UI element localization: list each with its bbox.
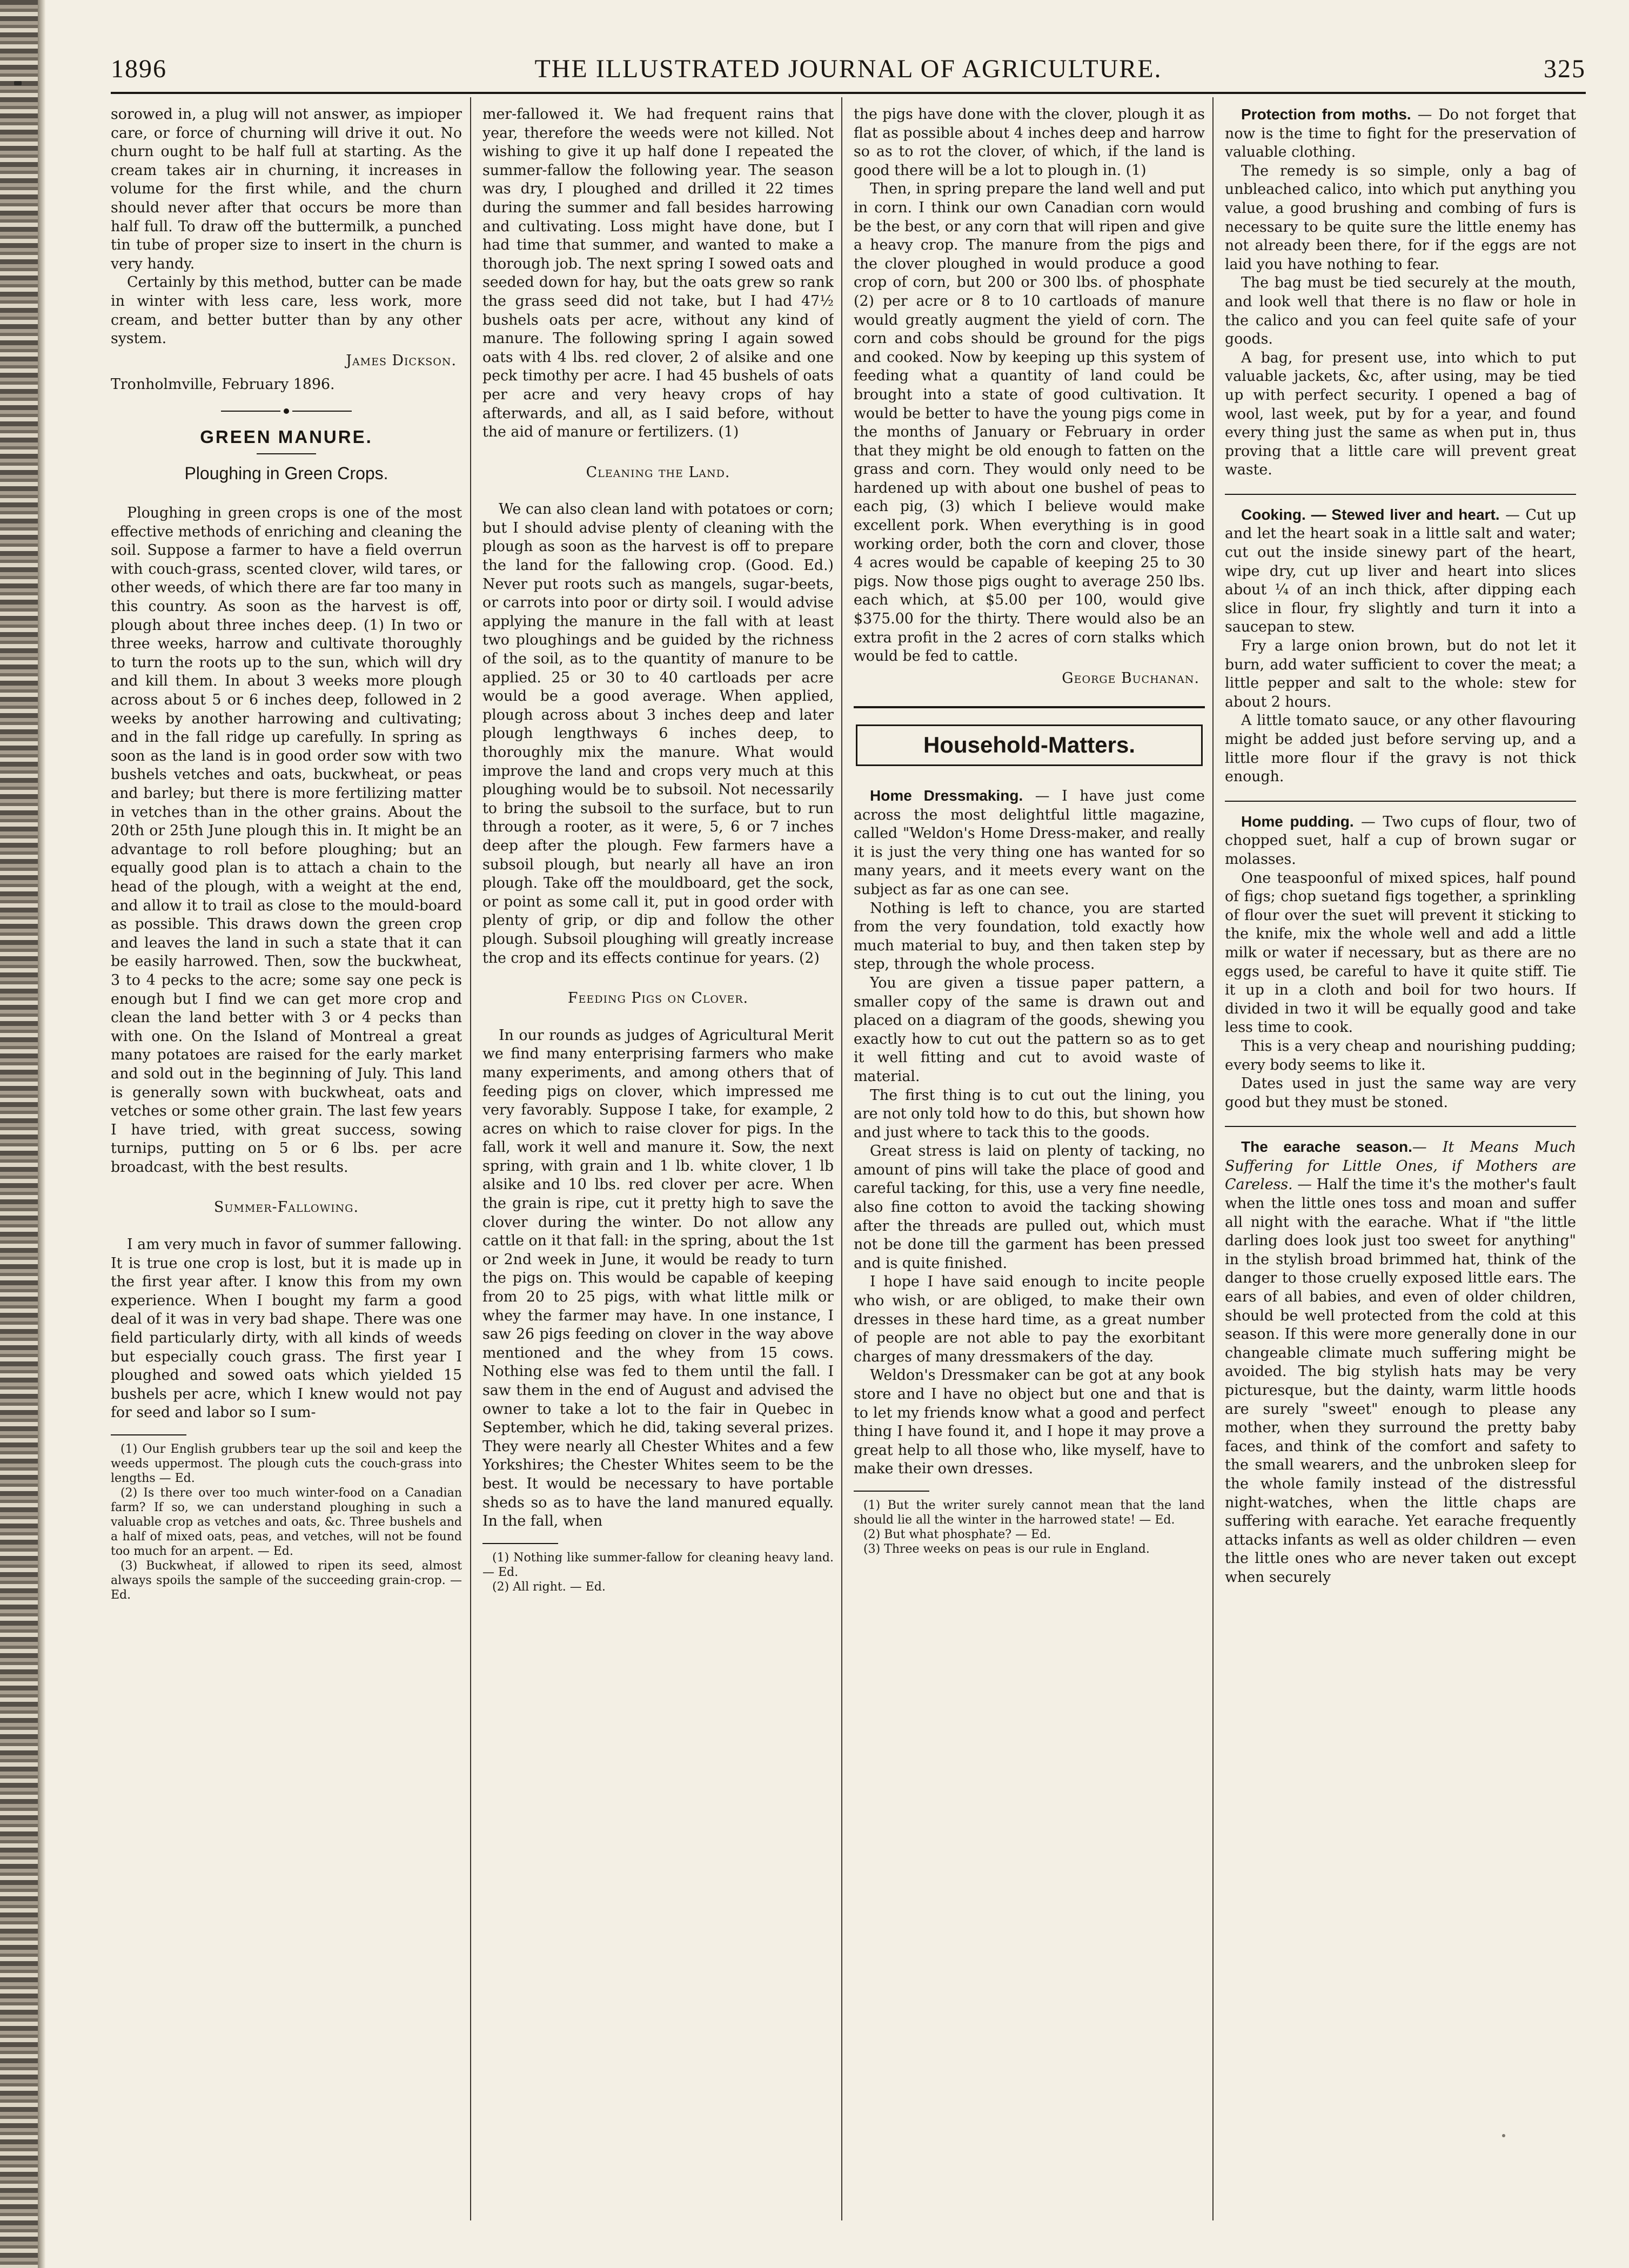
rule [257, 453, 316, 454]
column-1 [111, 105, 462, 2212]
section-title: GREEN MANURE. [200, 426, 373, 447]
paragraph: the pigs have done with the clover, plough it as flat as possible about 4 inches deep and harrow so as to rot the clover, of which, if the land is good there will be a lot to plough in. (1) [854, 106, 1205, 179]
footnote: (1) Our English grubbers tear up the soil and keep the weeds uppermost. The plough cuts the couch-grass into lengths — Ed. [111, 1442, 462, 1485]
section-subtitle: Ploughing in Green Crops. [184, 463, 388, 483]
subsection-title: Summer-Fallowing. [214, 1199, 359, 1216]
item-heading: Cooking. — Stewed liver and heart. [1241, 506, 1500, 523]
column-divider [1212, 97, 1214, 2220]
subsection-title: Cleaning the Land. [586, 464, 730, 481]
paragraph-text: — Cut up and let the heart soak in a little salt and water; cut out the inside sinewy part of the heart, wipe dry, cut up liver and heart into slices about ¼ of an inch thick, after dipping each slice in flour, fry slightly and turn it into a saucepan to stew. [1225, 506, 1576, 636]
print-speck [14, 81, 22, 85]
author-signature: George Buchanan. [1062, 669, 1199, 687]
paragraph: A bag, for present use, into which to put valuable jackets, &c, after using, may be tied up with perfect security. I opened a bag of wool, last week, put by for a year, and found every thing just the same as when put in, thus proving that a little care will prevent great waste. [1225, 349, 1576, 479]
paragraph-text: — Do not forget that now is the time to fight for the preservation of valuable clothing. [1225, 106, 1576, 161]
paragraph: Ploughing in green crops is one of the most effective methods of enriching and cleaning the soil. Suppose a farmer to have a field overrun with couch-grass, scented clover, wild tares, or other weeds, of which there are far too many in this country. As soon as the harvest is off, plough about three inches deep. (1) In two or three weeks, harrow and cultivate thoroughly to turn the roots up to the sun, which will dry and kill them. In about 3 weeks more plough across about 5 or 6 inches deep, followed in 2 weeks by another harrowing and cultivating; and in the fall ridge up carefully. In spring as soon as the land is in good order sow with two bushels vetches and oats, buckwheat, or peas and barley; but there is more fertilizing matter in vetches than in the other grains. About the 20th or 25th June plough this in. It might be an advantage to roll before ploughing; but an equally good plan is to attach a chain to the head of the plough, with a weight at the end, and allow it to trail as close to the mould-board as possible. This draws down the green crop and leaves the land in such a state that it can be easily harrowed. Then, sow the buckwheat, 3 to 4 pecks to the acre; some say one peck is enough but I find we can get more crop and clean the land better with 3 or 4 pecks than with one. On the Island of Montreal a great many potatoes are raised for the early market and sold out in the beginning of July. This land is generally sown with buckwheat, oats and vetches or some other grain. The last few years I have tried, with great success, sowing turnips, putting on 5 or 6 lbs. per acre broadcast, with the best results. [111, 505, 462, 1176]
item-heading: Protection from moths. [1241, 106, 1411, 123]
paragraph: Dates used in just the same way are very good but they must be stoned. [1225, 1075, 1576, 1111]
section-rule [854, 706, 1205, 708]
page-header [111, 50, 1586, 88]
item-rule [1225, 801, 1576, 802]
paragraph-text: — Two cups of flour, two of chopped suet, half a cup of brown sugar or molasses. [1225, 813, 1576, 868]
item-heading: Home pudding. [1241, 813, 1354, 830]
paragraph: The first thing is to cut out the lining, you are not only told how to do this, but shown how and just where to tack this to the goods. [854, 1086, 1205, 1141]
item-rule [1225, 494, 1576, 495]
header-year: 1896 [111, 55, 167, 83]
item-heading: Home Dressmaking. [870, 787, 1023, 804]
footnotes [482, 1551, 834, 1594]
footnote: (2) All right. — Ed. [492, 1580, 606, 1594]
print-speck [1502, 2134, 1505, 2137]
column-divider [470, 97, 471, 2220]
footnote: (2) But what phosphate? — Ed. [863, 1527, 1051, 1541]
paragraph: mer-fallowed it. We had frequent rains that year, therefore the weeds were not killed. Not wishing to give it up half done I repeated the summer-fallow the following year. The season was dry, I ploughed and drilled it 22 times during the summer and fall besides harrowing and cultivating. Loss might have done, but I had time that summer, and wanted to make a thorough job. The next spring I sowed oats and seeded down for hay, but the oats grew so rank the grass seed did not take, but I had 47½ bushels oats per acre, without any kind of manure. The following spring I again sowed oats with 4 lbs. red clover, 2 of alsike and one peck timothy per acre. I had 45 bushels of oats per acre and very heavy crops of hay afterwards, and all, as I said before, without the aid of manure or fertilizers. (1) [482, 106, 834, 441]
book-binding-edge [0, 0, 38, 2268]
paragraph-text: — I have just come across the most delightful little magazine, called "Weldon's Home Dress-maker, and really it is just the very thing one has wanted for so many years, and it meets every want on the subject as far as one can see. [854, 788, 1205, 898]
subsection-title: Feeding Pigs on Clover. [567, 990, 749, 1007]
column-4 [1225, 105, 1576, 2212]
section-separator [111, 408, 462, 414]
column-divider [841, 97, 842, 2220]
footnote-rule [854, 1491, 929, 1492]
column-3 [854, 105, 1205, 2212]
footnote: (3) Buckwheat, if allowed to ripen its seed, almost always spoils the sample of the succeeding grain-crop. — Ed. [111, 1559, 462, 1602]
paragraph-text: — Half the time it's the mother's fault when the little ones toss and moan and suffer all night with the earache. What if "the little darling does look just too sweet for anything" in the stylish broad brimmed hat, think of the danger to those cruelly exposed little ears. The ears of all babies, and even of older children, should be well protected from the cold at this season. If this were more generally done in our changeable climate much suffering might be avoided. The big stylish hats may be very picturesque, but the dainty, warm little hoods are surely "sweet" enough to please any mother, when they surround the pretty baby faces, and think of the comfort and safety to the small wearers, and the unbroken sleep for the whole family instead of the distressful night-watches, when the little chaps are suffering with earache. Yet earache frequently attacks infants as well as older children — even the little ones who are never taken out except when securely [1225, 1176, 1576, 1586]
paragraph: sorowed in, a plug will not answer, as impioper care, or force of churning will drive it out. No churn ought to be half full at starting. As the cream takes air in churning, it increases in volume for the first while, and the churn should never after that occurs be more than half full. To draw off the buttermilk, a punched tin tube of proper size to insert in the churn is very handy. [111, 106, 462, 272]
column-2 [482, 105, 834, 2212]
footnote-rule [111, 1434, 186, 1435]
paragraph: The bag must be tied securely at the mouth, and look well that there is no flaw or hole in the calico and you can feel quite safe of your goods. [1225, 274, 1576, 348]
dateline: Tronholmville, February 1896. [111, 376, 335, 393]
footnote: (3) Three weeks on peas is our rule in England. [863, 1542, 1150, 1556]
footnote: (2) Is there over too much winter-food on a Canadian farm? If so, we can understand ploughing in such a valuable crop as vetches and oats, &c. Three bushels and a half of mixed oats, peas, and vetches, will not be found too much for an arpent. — Ed. [111, 1486, 462, 1558]
paragraph: The remedy is so simple, only a bag of unbleached calico, into which put anything you value, a good brushing and combing of furs is necessary to be quite sure the little enemy has not already been there, for if the eggs are not laid you have nothing to fear. [1225, 162, 1576, 273]
paragraph: Great stress is laid on plenty of tacking, no amount of pins will take the place of good and careful tacking, for this, use a very fine needle, also fine cotton to avoid the tacking showing after the threads are pulled out, which must not be done till the garment has been pressed and is quite finished. [854, 1143, 1205, 1272]
footnote: (1) But the writer surely cannot mean that the land should lie all the winter in the harrowed state! — Ed. [854, 1498, 1205, 1527]
binding-shadow [38, 0, 45, 2268]
paragraph: I am very much in favor of summer fallowing. It is true one crop is lost, but it is made up in the first year after. I know this from my own experience. When I bought my farm a good deal of it was in very bad shape. There was one field particularly dirty, with all kinds of weeds but especially couch grass. The first year I ploughed and sowed oats which yielded 15 bushels per acre, which I knew would not pay for seed and labor so I sum- [111, 1236, 462, 1421]
footnotes [854, 1498, 1205, 1556]
paragraph: A little tomato sauce, or any other flavouring might be added just before serving up, and a little more flour if the gravy is not thick enough. [1225, 712, 1576, 786]
paragraph: Nothing is left to chance, you are started from the very foundation, told exactly how much material to buy, and then taken step by step, through the whole process. [854, 900, 1205, 973]
journal-title: THE ILLUSTRATED JOURNAL OF AGRICULTURE. [534, 55, 1162, 83]
header-rule [111, 92, 1586, 94]
paragraph: Weldon's Dressmaker can be got at any book store and I have no object but one and that is to let my friends know what a good and perfect thing I have found it, and I hope it may prove a great help to all those who, like myself, have to make their own dresses. [854, 1367, 1205, 1478]
item-rule [1225, 1126, 1576, 1127]
item-subheading: — It Means Much Suffering for Little Ones, if Mothers are Careless. [1225, 1139, 1576, 1193]
paragraph: I hope I have said enough to incite people who wish, or are obliged, to make their own dresses in these hard time, as a great number of people are not able to pay the exorbitant charges of many dressmakers of the day. [854, 1273, 1205, 1365]
footnotes [111, 1442, 462, 1602]
paragraph: One teaspoonful of mixed spices, half pound of figs; chop suetand figs together, a sprinkling of flour over the suet will prevent it sticking to the knife, mix the whole well and add a little milk or water if necessary, but as there are no eggs used, be careful to have it quite stiff. Tie it up in a cloth and boil for two hours. If divided in two it will be equally good and take less time to cook. [1225, 869, 1576, 1036]
paragraph: This is a very cheap and nourishing pudding; every body seems to like it. [1225, 1037, 1576, 1073]
footnote: (1) Nothing like summer-fallow for cleaning heavy land. — Ed. [482, 1551, 834, 1579]
paragraph: Certainly by this method, butter can be made in winter with less care, less work, more cream, and better butter than by any other system. [111, 274, 462, 347]
paragraph: You are given a tissue paper pattern, a smaller copy of the same is drawn out and placed on a diagram of the goods, shewing you exactly how to cut out the pattern so as to get it well fitting and cut to avoid waste of material. [854, 974, 1205, 1085]
item-heading: The earache season. [1241, 1138, 1412, 1156]
paragraph: Then, in spring prepare the land well and put in corn. I think our own Canadian corn would be the best, or any corn that will ripen and give a heavy crop. The manure from the pigs and the clover ploughed in would produce a good crop of corn, but 200 or 300 lbs. of phosphate (2) per acre or 8 to 10 cartloads of manure would greatly augment the yield of corn. The corn and cobs should be ground for the pigs and cooked. Now by keeping up this system of feeding what a quantity of land could be brought into a state of good cultivation. It would be better to have the young pigs come in the months of January or February in order that they might be old enough to fatten on the grass and corn. They would only need to be hardened up with about one bushel of peas to each pig, (3) which I believe would make excellent pork. When everything is in good working order, both the corn and clover, those 4 acres would be capable of keeping 25 to 30 pigs. Now those pigs ought to average 250 lbs. each which, at $5.00 per 100, would give $375.00 for the thirty. There would also be an extra profit in the 2 acres of corn stalks which would be fed to cattle. [854, 180, 1205, 665]
paragraph: We can also clean land with potatoes or corn; but I should advise plenty of cleaning with the plough as soon as the harvest is off to prepare the land for the fallowing crop. (Good. Ed.) Never put roots such as mangels, sugar-beets, or carrots into poor or dirty soil. I would advise applying the manure in the fall with at least two ploughings and be guided by the richness of the soil, as to the quantity of manure to be applied. 25 or 30 to 40 cartloads per acre would be a good average. When applied, plough across about 3 inches deep and later plough lengthways 6 inches deep, to thoroughly mix the manure. What would improve the land and crops very much at this ploughing would be to subsoil. Not necessarily to bring the subsoil to the surface, but to run through a rooter, as it were, 5, 6 or 7 inches deep after the plough. Few farmers have a subsoil plough, but nearly all have an iron plough. Take off the mouldboard, get the sock, or point as some call it, put in good order with plenty of grip, or dip and follow the other plough. Subsoil ploughing will greatly increase the crop and its effects continue for years. (2) [482, 501, 834, 967]
section-title-box: Household-Matters. [856, 724, 1203, 766]
paragraph: In our rounds as judges of Agricultural Merit we find many enterprising farmers who make many experiments, and among others that of feeding pigs on clover, which impressed me very favorably. Suppose I take, for example, 2 acres on which to raise clover for pigs. In the fall, work it well and manure it. Sow, the next spring, with grain and 1 lb. white clover, 1 lb alsike and 10 lbs. red clover per acre. When the grain is ripe, cut it pretty high to save the clover during the winter. Do not allow any cattle on it that fall: in the spring, about the 1st or 2nd week in June, it would be ready to turn the pigs on. This would be capable of keeping from 20 to 25 pigs, with what little milk or whey the farmer may have. In one instance, I saw 26 pigs feeding on clover in the way above mentioned and the whey from 15 cows. Nothing else was fed to them until the fall. I saw them in the end of August and advised the owner to take a lot to the fair in Quebec in September, which he did, taking several prizes. They were nearly all Chester Whites and a few Yorkshires; the Chester Whites seem to be the best. It would be necessary to have portable sheds so as to have the land manured equally. In the fall, when [482, 1026, 834, 1530]
author-signature: James Dickson. [346, 352, 457, 369]
footnote-rule [482, 1543, 558, 1544]
page-number: 325 [1544, 55, 1586, 83]
paragraph: Fry a large onion brown, but do not let it burn, add water sufficient to cover the meat; a little pepper and salt to the whole: stew for about 2 hours. [1225, 638, 1576, 710]
